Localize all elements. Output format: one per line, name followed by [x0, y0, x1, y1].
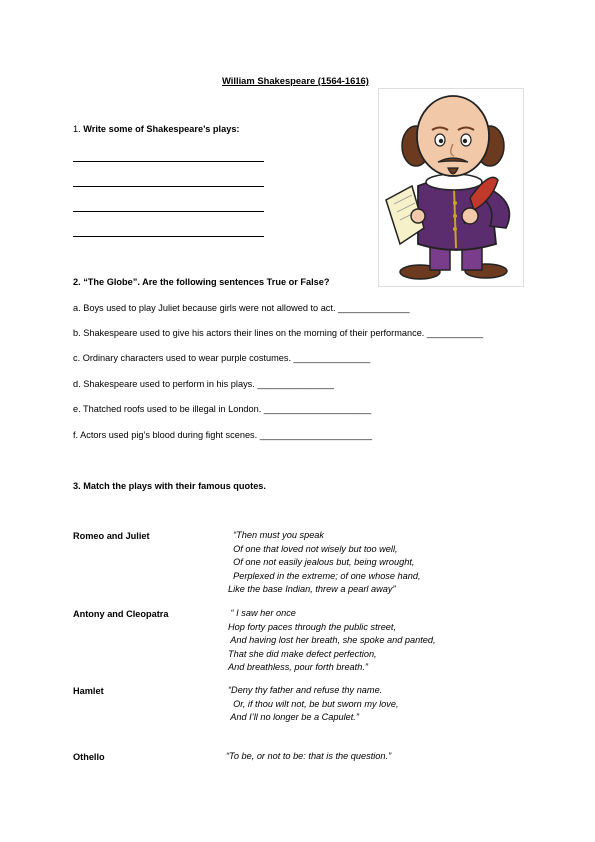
answer-line-2[interactable] — [73, 186, 264, 187]
answer-line-1[interactable] — [73, 161, 264, 162]
shakespeare-illustration — [378, 88, 524, 287]
quote-text: “To be, or not to be: that is the question.” — [226, 751, 392, 761]
true-false-item-a: a. Boys used to play Juliet because girls were not allowed to act. ______________ — [73, 303, 410, 313]
answer-line-3[interactable] — [73, 211, 264, 212]
quote-text: “Then must you speak Of one that loved not wisely but too well, Of one not easily jealous but, being wrought, Perplexed in the extreme; of one whose hand, Like the base Indian, threw a pearl away” — [228, 530, 421, 595]
page-title: William Shakespeare (1564-1616) — [222, 75, 369, 86]
quote-text: “Deny thy father and refuse thy name. Or, if thou wilt not, be but sworn my love, And I’ll no longer be a Capulet.” — [228, 685, 399, 723]
question-1-text: Write some of Shakespeare’s plays: — [83, 124, 240, 134]
true-false-item-f: f. Actors used pig’s blood during fight scenes. ______________________ — [73, 430, 373, 440]
quote-text: “ I saw her once Hop forty paces through the public street, And having lost her breath, she spoke and panted, That she did make defect perfection, And breathless, pour forth breath.” — [228, 608, 436, 673]
play-title: Hamlet — [73, 686, 104, 696]
play-title: Romeo and Juliet — [73, 531, 150, 541]
true-false-item-d: d. Shakespeare used to perform in his plays. _______________ — [73, 379, 335, 389]
question-1-number: 1. — [73, 124, 81, 134]
shakespeare-cartoon-icon — [378, 88, 524, 287]
question-3-heading: 3. Match the plays with their famous quotes. — [73, 481, 266, 491]
true-false-item-e: e. Thatched roofs used to be illegal in London. _____________________ — [73, 404, 372, 414]
question-2-heading: 2. “The Globe”. Are the following sentences True or False? — [73, 277, 330, 287]
play-title: Antony and Cleopatra — [73, 609, 169, 619]
play-title: Othello — [73, 752, 105, 762]
true-false-item-c: c. Ordinary characters used to wear purple costumes. _______________ — [73, 353, 371, 363]
true-false-item-b: b. Shakespeare used to give his actors their lines on the morning of their performance. ___________ — [73, 328, 484, 338]
question-1 — [73, 125, 240, 134]
answer-line-4[interactable] — [73, 236, 264, 237]
